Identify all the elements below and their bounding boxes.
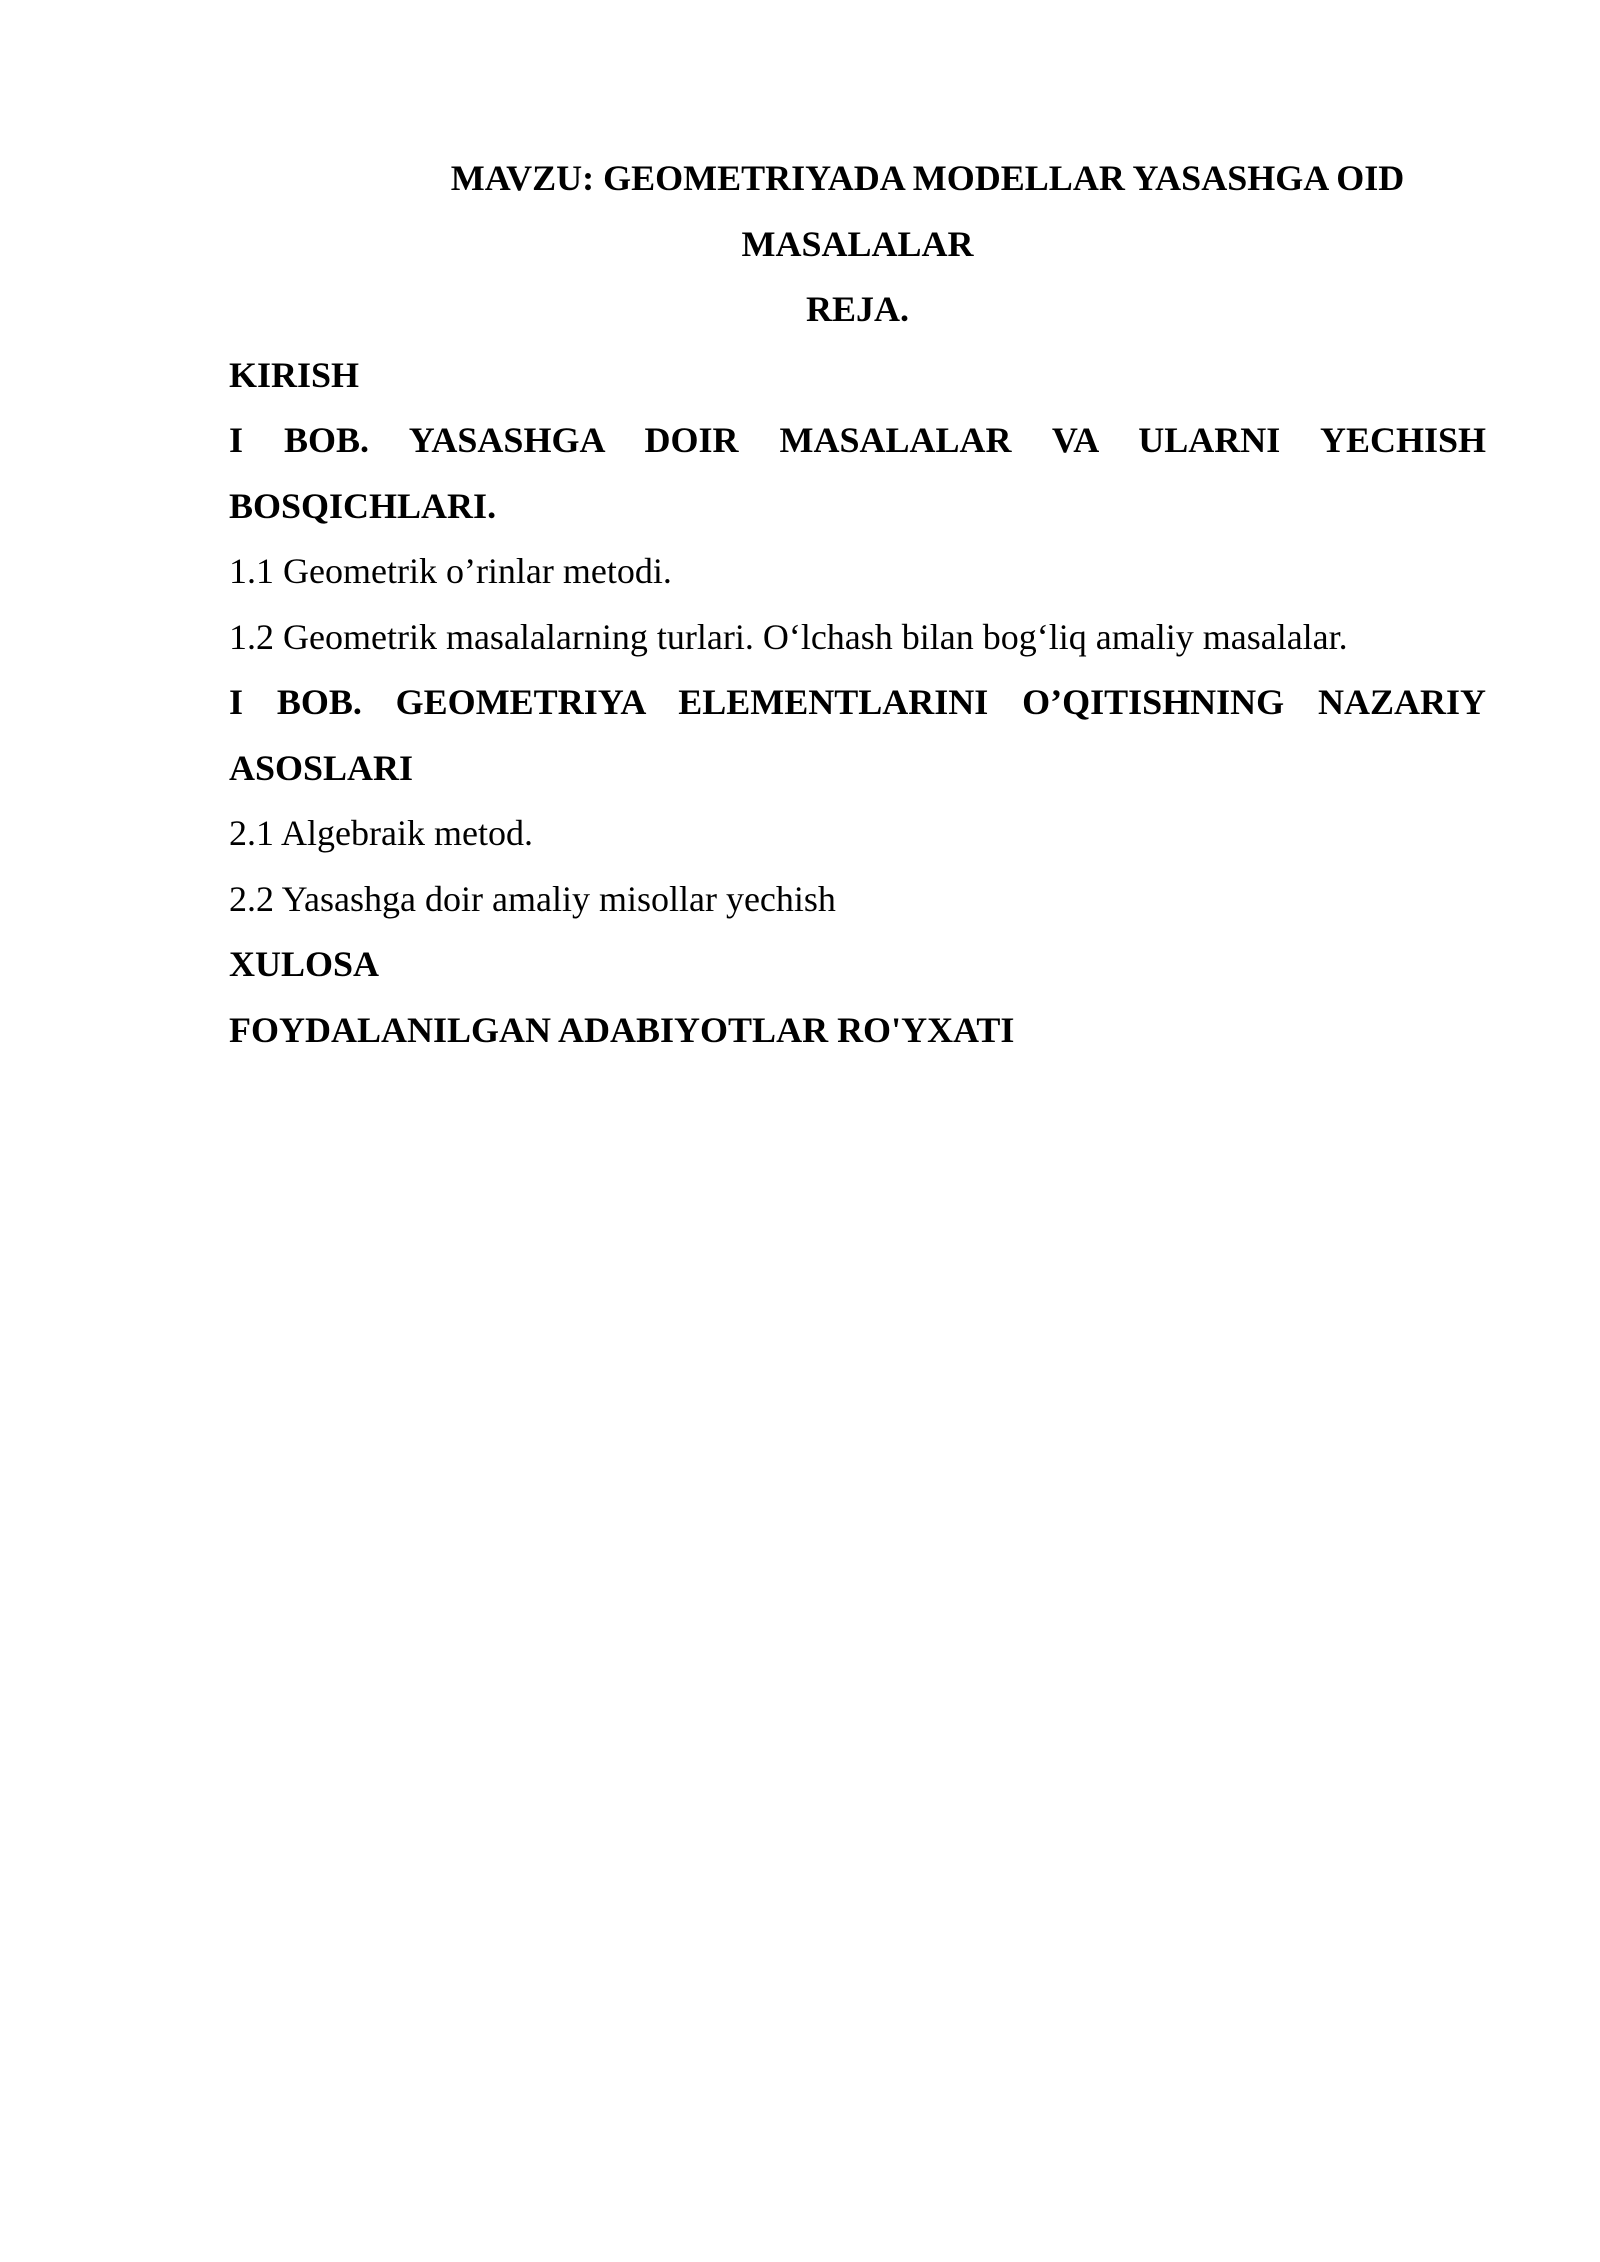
chapter-1-heading-line-2: BOSQICHLARI. [229,485,497,526]
chapter-2-heading-line-1: I BOB. GEOMETRIYA ELEMENTLARINI O’QITISHNING NAZARIY [229,682,1486,722]
section-2-1: 2.1 Algebraik metod. [229,813,533,853]
plan-item-introduction: KIRISH [229,354,360,395]
chapter-1-heading-line-1: I BOB. YASASHGA DOIR MASALALAR VA ULARNI YECHISH [229,420,1486,460]
document-content [229,146,1486,1063]
section-2-2: 2.2 Yasashga doir amaliy misollar yechish [229,878,836,919]
document-title-line-1: MAVZU: GEOMETRIYADA MODELLAR YASASHGA OID [450,158,1405,198]
chapter-2-heading-line-2: ASOSLARI [229,747,414,788]
plan-item-conclusion: XULOSA [229,944,380,984]
plan-heading: REJA. [805,289,909,329]
plan-item-references: FOYDALANILGAN ADABIYOTLAR RO'YXATI [229,1009,1015,1050]
section-1-2: 1.2 Geometrik masalalarning turlari. O‘lchash bilan bog‘liq amaliy masalalar. [229,616,1348,657]
section-1-1: 1.1 Geometrik o’rinlar metodi. [229,551,672,591]
document-title-line-2: MASALALAR [741,223,974,264]
